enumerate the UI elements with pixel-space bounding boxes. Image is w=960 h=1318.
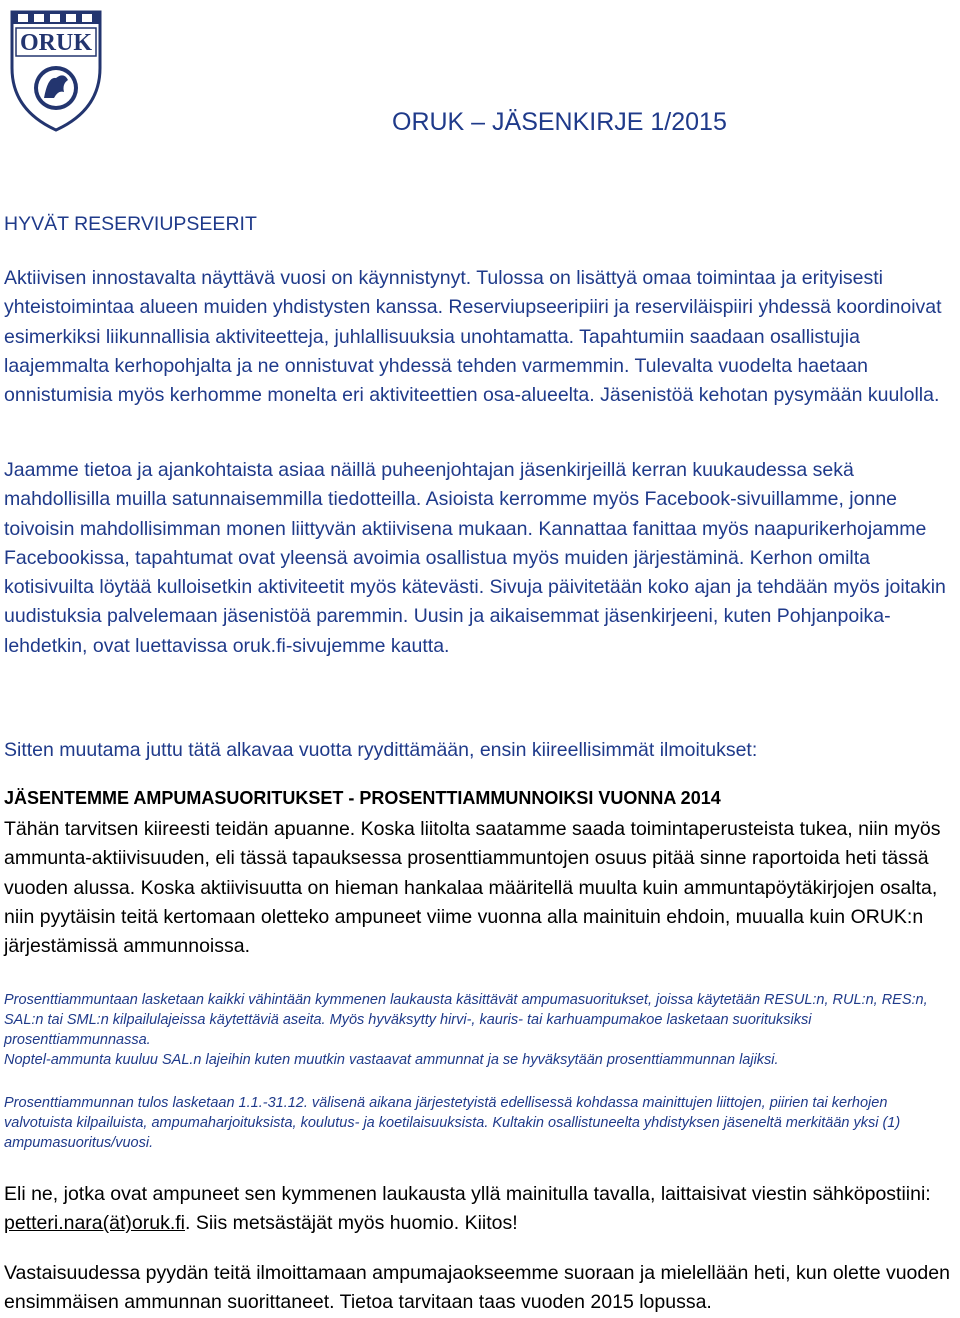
intro-paragraph: Aktiivisen innostavalta näyttävä vuosi on käynnistynyt. Tulossa on lisättyä omaa toimintaa ja erityisesti yhteistoimintaa alueen muiden yhdistysten kanssa. Reserviupseeripiiri ja reserviläispiiri yhdessä koordinoivat esimerkiksi liikunnallisia aktiviteetteja, juhlallisuuksia unohtamatta. Tapahtumiin saadaan osallistujia laajemmalta kerhopohjalta ja ne onnistuvat yhdessä tehden varmemmin. Tulevalta vuodelta haetaan onnistumisia myös kerhomme monelta eri aktiviteettien osa-alueelta. Jäsenistöä kehotan pysymään kuulolla. xyxy=(4,267,942,407)
email-paragraph-after: . Siis metsästäjät myös huomio. Kiitos! xyxy=(185,1212,518,1235)
oruk-emblem-icon xyxy=(4,6,108,134)
oruk-logo xyxy=(4,6,108,134)
rules-text-b: Noptel-ammunta kuuluu SAL.n lajeihin kuten muutkin vastaavat ammunnat ja se hyväksytään prosenttiammunnan lajiksi. xyxy=(4,1052,779,1068)
communication-paragraph: Jaamme tietoa ja ajankohtaista asiaa näillä puheenjohtajan jäsenkirjeillä kerran kuukaudessa sekä mahdollisilla muilla satunnaisemmilla tiedotteilla. Asioista kerromme myös Facebook-sivuillamme, jonne toivoisin mahdollisimman monen liittyvän aktiivisena mukaan. Kannattaa fanittaa myös naapurikerhojamme Facebookissa, tapahtumat ovat yleensä avoimia osallistua myös muiden järjestäminä. Kerhon omilta kotisivuilta löytää kulloisetkin aktiviteetit myös kätevästi. Sivuja päivitetään koko ajan ja tehdään myös joitakin uudistuksia palvelemaan jäsenistöä paremmin. Uusin ja aikaisemmat jäsenkirjeeni, kuten Pohjanpoika-lehdetkin, ovat luettavissa oruk.fi-sivujemme kautta. xyxy=(4,459,946,657)
greeting-heading: HYVÄT RESERVIUPSEERIT xyxy=(4,213,257,235)
letter-title: ORUK – JÄSENKIRJE 1/2015 xyxy=(392,108,727,136)
rules-text-a: Prosenttiammuntaan lasketaan kaikki vähintään kymmenen laukausta käsittävät ampumasuoritukset, joissa käytetään RESUL:n, RUL:n, RES:n, SAL:n tai SML:n kilpailulajeissa käytettäviä aseita. Myös hyväksytty hirvi-, kauris- tai karhuampumakoe lasketaan suorituksiksi prosenttiammunnassa. xyxy=(4,992,928,1048)
rules-block-2: Prosenttiammunnan tulos lasketaan 1.1.-31.12. välisenä aikana järjestetyistä edellisessä kohdassa mainittujen liittojen, piirien tai kerhojen valvotuista kilpailuista, ampumaharjoituksista, koulutus- ja koetilaisuuksista. Kultakin osallistuneelta yhdistyksen jäseneltä merkitään yksi (1) ampumasuoritus/vuosi. xyxy=(4,1095,901,1151)
svg-text:ORUK: ORUK xyxy=(20,30,92,56)
future-reporting-paragraph: Vastaisuudessa pyydän teitä ilmoittamaan ampumajaokseemme suoraan ja mielellään heti, kun olette vuoden ensimmäisen ammunnan suorittaneet. Tietoa tarvitaan taas vuoden 2015 lopussa. xyxy=(4,1262,950,1314)
email-paragraph-before: Eli ne, jotka ovat ampuneet sen kymmenen laukausta yllä mainitulla tavalla, laittaisivat viestin sähköpostiini: xyxy=(4,1183,931,1205)
email-link[interactable]: petteri.nara(ät)oruk.fi xyxy=(4,1212,185,1235)
email-paragraph xyxy=(4,1180,956,1239)
shooting-request-paragraph: Tähän tarvitsen kiireesti teidän apuanne. Koska liitolta saatamme saada toimintaperusteista tukea, niin myös ammunta-aktiivisuuden, eli tässä tapauksessa prosenttiammuntojen osuus pitää sinne raportoida heti tässä vuoden alussa. Koska aktiivisuutta on hieman hankalaa määritellä muulta kuin ammuntapöytäkirjojen osalta, niin pyytäisin teitä kertomaan oletteko ampuneet viime vuonna alla mainituin ehdoin, muualla kuin ORUK:n järjestämissä ammunnoissa. xyxy=(4,818,941,958)
rules-block-1 xyxy=(4,990,956,1070)
section-heading: JÄSENTEMME AMPUMASUORITUKSET - PROSENTTIAMMUNNOIKSI VUONNA 2014 xyxy=(4,788,721,808)
announcements-intro: Sitten muutama juttu tätä alkavaa vuotta ryydittämään, ensin kiireellisimmät ilmoitukset: xyxy=(4,739,758,761)
